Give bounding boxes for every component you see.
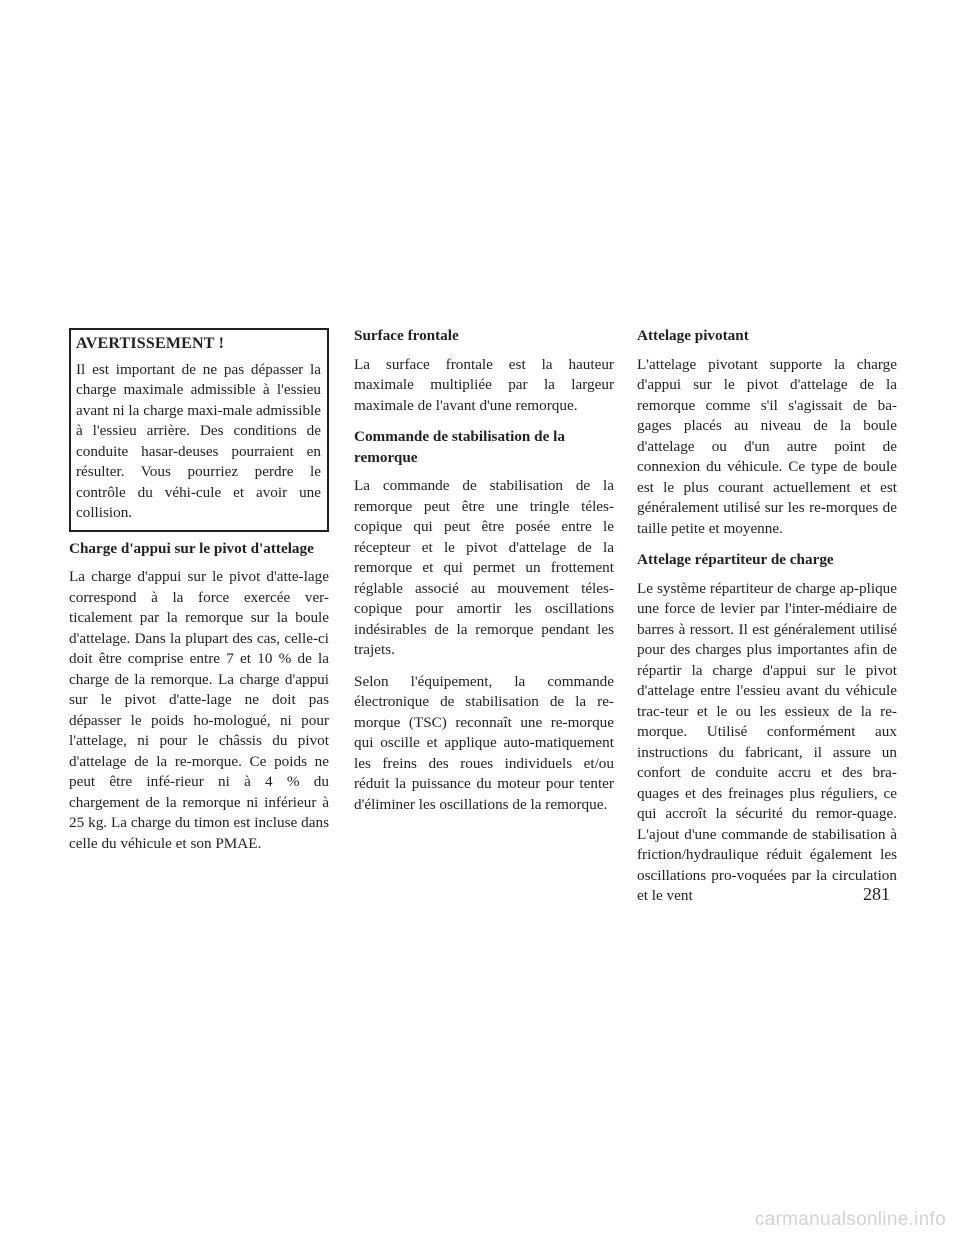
section-heading-weight-distributing-hitch: Attelage répartiteur de charge [637,551,834,568]
warning-box [69,328,329,532]
paragraph-weight-carrying-hitch: L'attelage pivotant supporte la charge d'appui sur le pivot d'attelage de la remorque comme s'il s'agissait de ba-gages placés au niveau de la boule d'attelage ou d'un autre point de connexion du véhicule. Ce type de boule est le plus courant actuellement et est généralement utilisé sur les re-morques de taille petite et moyenne. [637,355,897,537]
paragraph-tsc: Selon l'équipement, la commande électronique de stabilisation de la re-morque (TSC) reconnaît une re-morque qui oscille et applique auto-matiquement les freins des roues individuels et/ou réduit la puissance du moteur pour tenter d'éliminer les oscillations de la remorque. [354,672,614,813]
column-middle [354,326,614,826]
section-heading-tongue-load: Charge d'appui sur le pivot d'attelage [69,539,314,557]
paragraph-weight-distributing-hitch: Le système répartiteur de charge ap-plique une force de levier par l'inter-médiaire de barres à ressort. Il est généralement utilisé pour des charges plus importantes afin de répartir la charge d'appui sur le pivot d'attelage entre l'essieu avant du véhicule trac-teur et le ou les essieux de la re-morque. Utilisé conformément aux instructions du fabricant, il assure un confort de conduite accru et des bra-quages et des freinages plus réguliers, ce qui accroît la sécurité du remor-quage. L'ajout d'une commande de stabilisation à friction/hydraulique réduit également les oscillations pro-voquées par la circulation et le vent [637,579,897,904]
column-right [637,326,897,918]
paragraph-frontal-area: La surface frontale est la hauteur maximale multipliée par la largeur maximale de l'avant d'une remorque. [354,355,614,414]
section-heading-weight-carrying-hitch: Attelage pivotant [637,327,749,344]
paragraph-sway-control: La commande de stabilisation de la remorque peut être une tringle téles-copique qui peut être posée entre le récepteur et le pivot d'attelage de la remorque et qui permet un frottement réglable associé au mouvement téles-copique pour amortir les oscillations indésirables de la remorque pendant les trajets. [354,477,614,658]
warning-text: Il est important de ne pas dépasser la charge maximale admissible à l'essieu avant ni la charge maxi-male admissible à l'essieu arrière. Des conditions de conduite hasar-deuses pourraient en résulter. Vous pourriez perdre le contrôle du véhi-cule et avoir une collision. [76,360,321,521]
column-left [69,328,329,865]
section-heading-frontal-area: Surface frontale [354,327,459,344]
warning-title: AVERTISSEMENT ! [76,335,225,352]
watermark: carmanualsonline.info [754,1209,946,1230]
page-number: 281 [863,884,890,904]
paragraph-tongue-load: La charge d'appui sur le pivot d'atte-lage correspond à la force exercée ver-ticalement par la remorque sur la boule d'attelage. Dans la plupart des cas, celle-ci doit être comprise entre 7 et 10 % de la charge de la remorque. La charge d'appui sur le pivot d'atte-lage ne doit pas dépasser le poids ho-mologué, ni pour l'attelage, ni pour le châssis du pivot d'attelage de la re-morque. Ce poids ne peut être infé-rieur ni à 4 % du chargement de la remorque ni inférieur à 25 kg. La charge du timon est incluse dans celle du véhicule et son PMAE. [69,568,329,852]
section-heading-sway-control: Commande de stabilisation de la remorque [354,428,565,466]
